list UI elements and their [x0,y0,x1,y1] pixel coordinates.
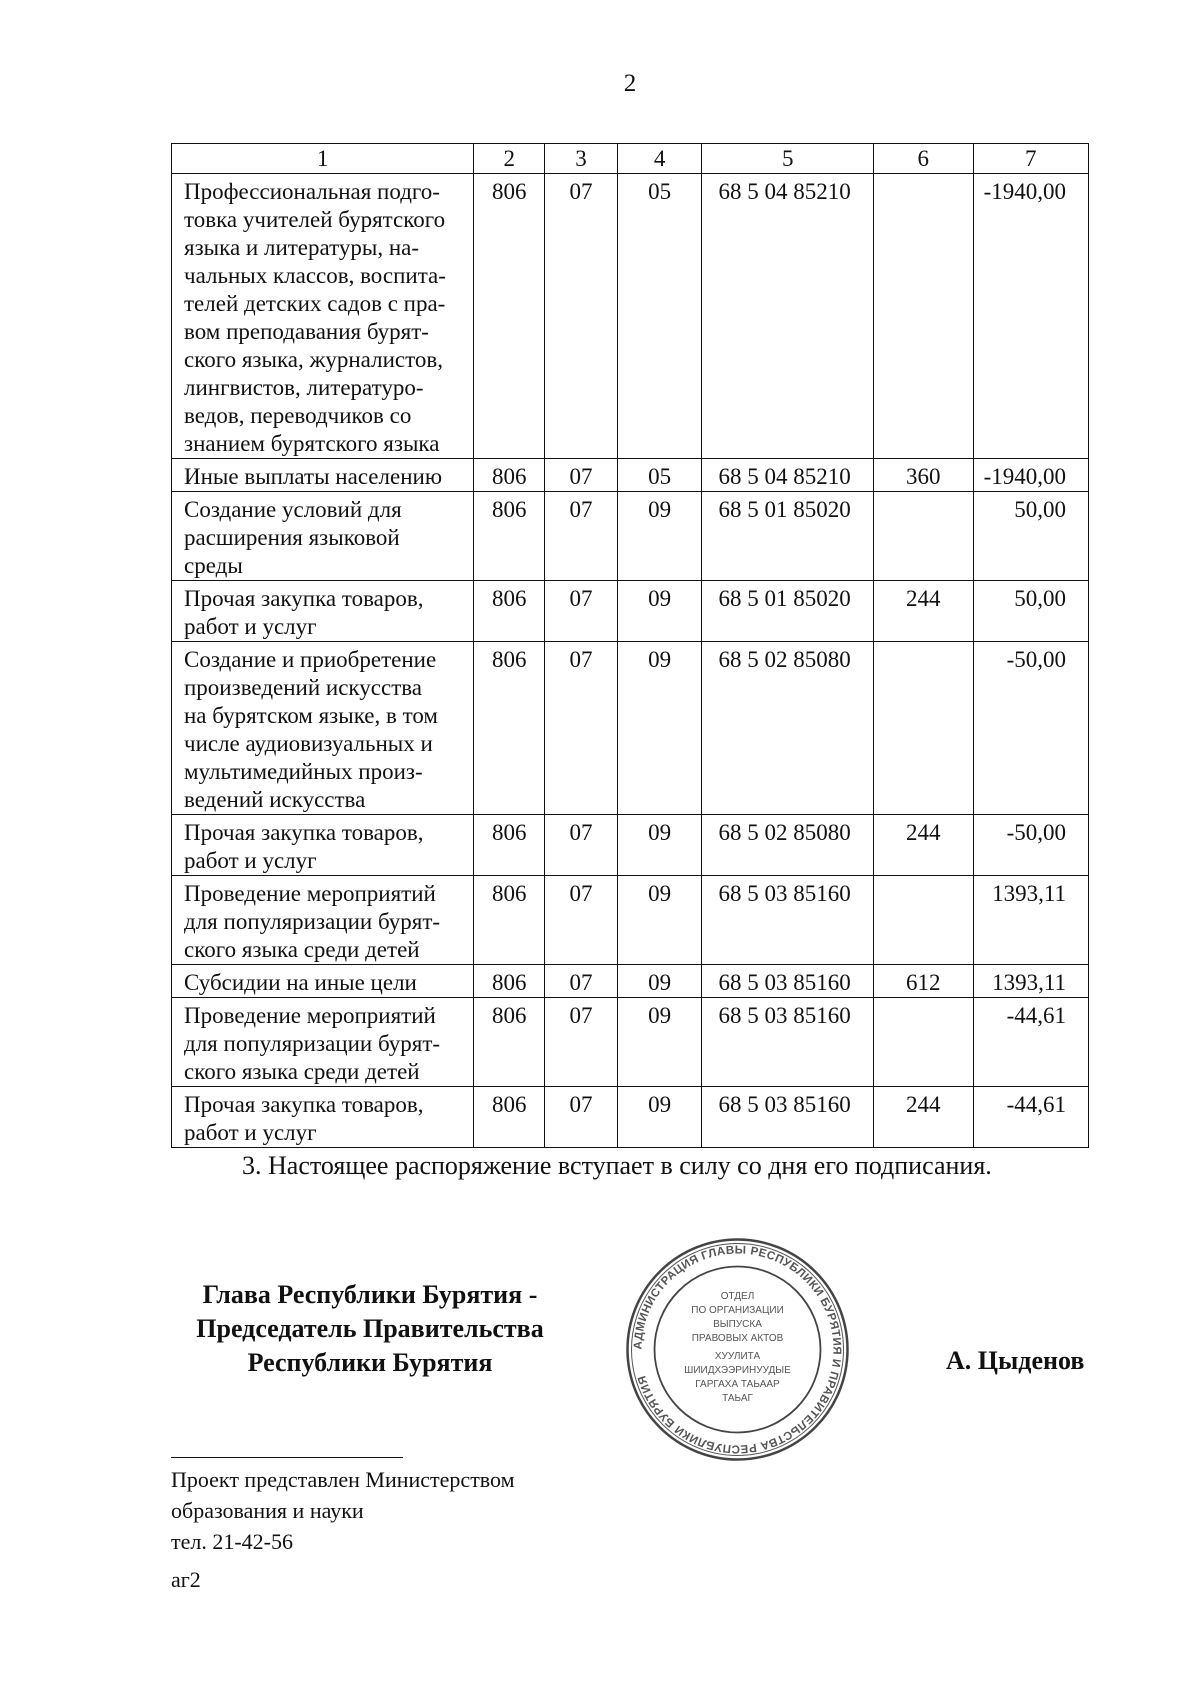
amount-cell: 50,00 [973,581,1088,642]
col-header: 4 [617,144,702,174]
type-cell [873,998,973,1087]
amount-cell: -44,61 [973,998,1088,1087]
document-code: аг2 [171,1567,201,1592]
type-cell [873,174,973,459]
col-header: 3 [545,144,618,174]
type-cell: 244 [873,815,973,876]
footnote-line: тел. 21-42-56 [171,1529,294,1554]
table-row [172,459,1089,492]
signatory-title-line: Республики Бурятия [247,1348,493,1377]
table-row [172,492,1089,581]
footnote-divider [171,1457,403,1458]
col-header: 5 [702,144,873,174]
col2-cell: 806 [474,1087,545,1148]
col2-cell: 806 [474,876,545,965]
col3-cell: 07 [545,581,618,642]
amount-cell: -1940,00 [973,459,1088,492]
col4-cell: 09 [617,581,702,642]
amount-cell: 50,00 [973,492,1088,581]
table-row [172,815,1089,876]
table-row [172,174,1089,459]
stamp-inner-line: ПО ОРГАНИЗАЦИИ [691,1305,784,1316]
signatory-title-line: Глава Республики Бурятия - [202,1280,538,1309]
footnote [171,1464,515,1557]
page-number: 2 [623,70,637,97]
row-name-cell: Профессиональная подго- товка учителей бурятского языка и литературы, на- чальных классов, воспита- телей детских садов с пра- вом преподавания бурят- ского языка, журналистов, лингвистов, литературо- ведов, переводчиков со знанием бурятского языка [172,174,474,459]
signatory-title-line: Председатель Правительства [196,1314,544,1343]
col3-cell: 07 [545,642,618,815]
signatory-title [160,1278,580,1380]
amount-cell: 1393,11 [973,965,1088,998]
amount-cell: -50,00 [973,642,1088,815]
col3-cell: 07 [545,998,618,1087]
amount-cell: -1940,00 [973,174,1088,459]
code-cell: 68 5 03 85160 [702,965,873,998]
stamp-inner-line: ОТДЕЛ [720,1291,755,1302]
code-cell: 68 5 04 85210 [702,174,873,459]
row-name-cell: Проведение мероприятий для популяризации бурят- ского языка среди детей [172,876,474,965]
type-cell: 360 [873,459,973,492]
type-cell: 612 [873,965,973,998]
svg-text:АДМИНИСТРАЦИЯ ГЛАВЫ РЕСПУБЛИКИ [632,1244,842,1454]
col-header: 1 [172,144,474,174]
type-cell [873,492,973,581]
table-row [172,581,1089,642]
col4-cell: 09 [617,1087,702,1148]
footnote-line: образования и науки [171,1498,364,1523]
type-cell: 244 [873,1087,973,1148]
official-stamp [625,1237,850,1462]
table-header-row [172,144,1089,174]
row-name-cell: Иные выплаты населению [172,459,474,492]
type-cell: 244 [873,581,973,642]
col4-cell: 09 [617,492,702,581]
col2-cell: 806 [474,174,545,459]
budget-table [171,143,1089,1148]
code-cell: 68 5 03 85160 [702,876,873,965]
table-row [172,876,1089,965]
col4-cell: 09 [617,642,702,815]
col2-cell: 806 [474,642,545,815]
col-header: 2 [474,144,545,174]
amount-cell: -50,00 [973,815,1088,876]
col3-cell: 07 [545,965,618,998]
col4-cell: 09 [617,815,702,876]
code-cell: 68 5 03 85160 [702,1087,873,1148]
table-row [172,642,1089,815]
stamp-inner-line: ШИИДХЭЭРИНУУДЫЕ [684,1365,791,1376]
col3-cell: 07 [545,876,618,965]
signatory-name: А. Цыденов [946,1346,1085,1375]
amount-cell: 1393,11 [973,876,1088,965]
stamp-outer-text: АДМИНИСТРАЦИЯ ГЛАВЫ РЕСПУБЛИКИ БУРЯТИЯ И ПРАВИТЕЛЬСТВА РЕСПУБЛИКИ БУРЯТИЯ [632,1244,843,1455]
col2-cell: 806 [474,459,545,492]
col2-cell: 806 [474,492,545,581]
col3-cell: 07 [545,815,618,876]
code-cell: 68 5 04 85210 [702,459,873,492]
stamp-inner-line: ТАЬАГ [722,1393,753,1404]
type-cell [873,876,973,965]
col2-cell: 806 [474,815,545,876]
stamp-inner-line: ПРАВОВЫХ АКТОВ [691,1333,784,1344]
stamp-inner-line: ХУУЛИТА [714,1351,761,1362]
code-cell: 68 5 01 85020 [702,492,873,581]
type-cell [873,642,973,815]
row-name-cell: Проведение мероприятий для популяризации бурят- ского языка среди детей [172,998,474,1087]
col2-cell: 806 [474,998,545,1087]
col3-cell: 07 [545,459,618,492]
stamp-inner-line: ГАРГАХА ТАЬААР [695,1379,780,1390]
stamp-inner-line: ВЫПУСКА [713,1319,762,1330]
col-header: 6 [873,144,973,174]
row-name-cell: Создание условий для расширения языковой среды [172,492,474,581]
table-row [172,998,1089,1087]
col2-cell: 806 [474,581,545,642]
col2-cell: 806 [474,965,545,998]
row-name-cell: Создание и приобретение произведений искусства на бурятском языке, в том числе аудиовизуальных и мультимедийных произ- ведений искусства [172,642,474,815]
col3-cell: 07 [545,492,618,581]
clause-3: 3. Настоящее распоряжение вступает в силу со дня его подписания. [242,1151,992,1180]
code-cell: 68 5 01 85020 [702,581,873,642]
amount-cell: -44,61 [973,1087,1088,1148]
table-row [172,1087,1089,1148]
row-name-cell: Прочая закупка товаров, работ и услуг [172,581,474,642]
code-cell: 68 5 02 85080 [702,815,873,876]
code-cell: 68 5 02 85080 [702,642,873,815]
table-row [172,965,1089,998]
col4-cell: 05 [617,174,702,459]
code-cell: 68 5 03 85160 [702,998,873,1087]
col3-cell: 07 [545,174,618,459]
col-header: 7 [973,144,1088,174]
footnote-line: Проект представлен Министерством [171,1467,515,1492]
row-name-cell: Прочая закупка товаров, работ и услуг [172,1087,474,1148]
col4-cell: 09 [617,998,702,1087]
row-name-cell: Прочая закупка товаров, работ и услуг [172,815,474,876]
col3-cell: 07 [545,1087,618,1148]
col4-cell: 05 [617,459,702,492]
row-name-cell: Субсидии на иные цели [172,965,474,998]
col4-cell: 09 [617,965,702,998]
col4-cell: 09 [617,876,702,965]
